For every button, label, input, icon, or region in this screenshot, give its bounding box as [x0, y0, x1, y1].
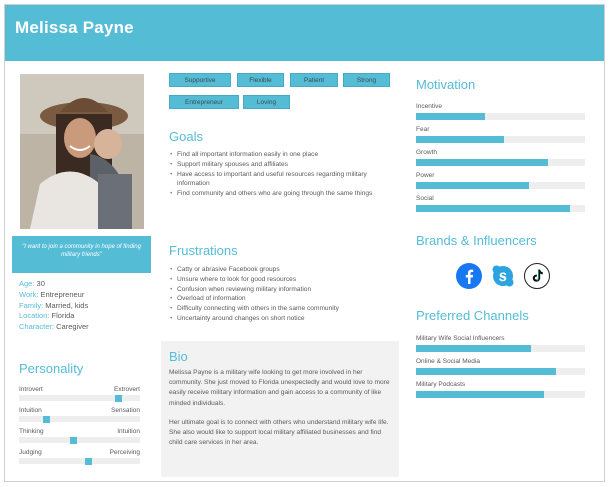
channel-meter — [416, 358, 585, 375]
motivation-meter — [416, 195, 585, 212]
list-item: • Overload of information — [169, 294, 399, 304]
channel-meter — [416, 335, 585, 352]
personality-right-label: Extrovert — [113, 386, 140, 393]
personality-row — [19, 449, 140, 464]
personality-slider — [19, 395, 140, 401]
persona-name: Melissa Payne — [15, 18, 134, 37]
bio-paragraph: Melissa Payne is a military wife looking to get more involved in her community. She just moved to Florida unexpectedly and would love to more easily receive military information and gain access to a community of like minded individuals. — [169, 369, 390, 407]
personality-left-label: Thinking — [19, 428, 44, 435]
motivation-meter — [416, 126, 585, 143]
bio-panel — [161, 341, 399, 477]
personality-knob — [70, 437, 77, 444]
bio-title: Bio — [169, 349, 188, 364]
motivation-meter — [416, 103, 585, 120]
personality-left-label: Judging — [19, 449, 42, 456]
brands-title: Brands & Influencers — [416, 233, 537, 248]
list-item: • Support military spouses and affiliates — [169, 160, 399, 170]
persona-quote: "I want to join a community in hope of finding military friends" — [12, 236, 151, 273]
personality-knob — [43, 416, 50, 423]
personality-row — [19, 407, 140, 422]
list-item: • Have access to important and useful resources regarding military information — [169, 170, 399, 190]
channel-meter — [416, 381, 585, 398]
meter-label: Military Wife Social Influencers — [416, 335, 505, 342]
meter-track — [416, 113, 585, 120]
meter-label: Online & Social Media — [416, 358, 480, 365]
list-item: • Confusion when reviewing military information — [169, 285, 399, 295]
personality-title: Personality — [19, 361, 84, 376]
list-item: • Catty or abrasive Facebook groups — [169, 265, 399, 275]
personality-left-label: Intuition — [19, 407, 42, 414]
meter-fill — [416, 113, 485, 120]
meter-label: Incentive — [416, 103, 443, 110]
frustrations-list — [169, 265, 399, 324]
goals-list — [169, 150, 399, 199]
motivation-title: Motivation — [416, 77, 476, 92]
persona-photo — [20, 74, 144, 229]
fact-work: Work: Entrepreneur — [19, 289, 85, 299]
persona-card — [4, 4, 605, 482]
tiktok-icon[interactable] — [524, 263, 550, 289]
meter-label: Social — [416, 195, 434, 202]
fact-family: Family: Married, kids — [19, 300, 89, 310]
list-item: • Find all important information easily in one place — [169, 150, 399, 160]
trait-tag: Strong — [343, 73, 390, 87]
meter-label: Growth — [416, 149, 437, 156]
meter-label: Military Podcasts — [416, 381, 466, 388]
list-item: • Find community and others who are going through the same things — [169, 189, 399, 199]
meter-fill — [416, 136, 504, 143]
skype-icon[interactable] — [490, 263, 516, 289]
personality-right-label: Sensation — [111, 407, 140, 414]
personality-row — [19, 428, 140, 443]
meter-fill — [416, 159, 548, 166]
meter-track — [416, 205, 585, 212]
fact-age: Age: 30 — [19, 279, 45, 288]
meter-track — [416, 345, 585, 352]
trait-tag: Patient — [290, 73, 338, 87]
meter-fill — [416, 205, 570, 212]
meter-label: Power — [416, 172, 435, 179]
persona-facts — [19, 279, 159, 333]
trait-tag: Flexible — [237, 73, 284, 87]
brand-icons — [456, 263, 550, 289]
meter-fill — [416, 182, 529, 189]
personality-right-label: Intuition — [117, 428, 140, 435]
meter-track — [416, 159, 585, 166]
header-bar — [5, 5, 604, 61]
facebook-icon[interactable] — [456, 263, 482, 289]
goals-title: Goals — [169, 129, 203, 144]
meter-fill — [416, 391, 544, 398]
frustrations-title: Frustrations — [169, 243, 238, 258]
trait-tag: Entrepreneur — [169, 95, 239, 109]
personality-slider — [19, 416, 140, 422]
personality-left-label: Introvert — [19, 386, 43, 393]
personality-slider — [19, 458, 140, 464]
personality-row — [19, 386, 140, 401]
meter-track — [416, 136, 585, 143]
personality-knob — [85, 458, 92, 465]
personality-slider — [19, 437, 140, 443]
meter-track — [416, 182, 585, 189]
meter-fill — [416, 368, 556, 375]
fact-character: Character: Caregiver — [19, 322, 89, 332]
trait-tag: Supportive — [169, 73, 231, 87]
personality-knob — [115, 395, 122, 402]
motivation-meter — [416, 172, 585, 189]
motivation-meter — [416, 149, 585, 166]
list-item: • Unsure where to look for good resources — [169, 275, 399, 285]
fact-location: Location: Florida — [19, 311, 75, 321]
personality-right-label: Perceiving — [109, 449, 140, 456]
channels-title: Preferred Channels — [416, 308, 529, 323]
meter-track — [416, 368, 585, 375]
trait-tag: Loving — [243, 95, 290, 109]
list-item: • Difficulty connecting with others in the same community — [169, 304, 399, 314]
meter-track — [416, 391, 585, 398]
bio-paragraph: Her ultimate goal is to connect with others who understand military wife life. She also would like to support local military affiliated businesses and find child care services in her area. — [169, 418, 389, 447]
list-item: • Uncertainty around changes on short notice — [169, 314, 399, 324]
meter-fill — [416, 345, 531, 352]
meter-label: Fear — [416, 126, 430, 133]
